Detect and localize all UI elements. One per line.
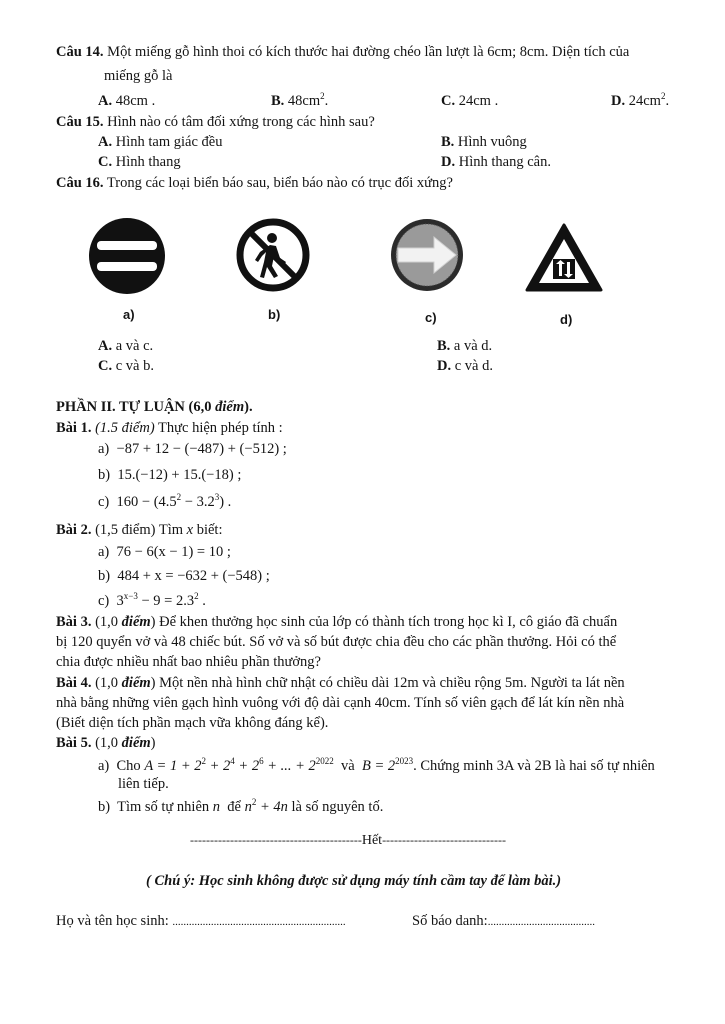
- sign-b-no-pedestrian-icon: [236, 218, 310, 292]
- q14-option-a: A. 48cm .: [98, 93, 156, 109]
- q16-label: Câu 16.: [56, 175, 104, 191]
- q15-option-a: A. Hình tam giác đều: [98, 134, 223, 150]
- q15-option-d: D. Hình thang cân.: [441, 154, 551, 170]
- bai2-item-b: b) 484 + x = −632 + (−548) ;: [98, 568, 270, 584]
- part2-title: PHẦN II. TỰ LUẬN (6,0 điểm).: [56, 399, 253, 415]
- q15-option-c: C. Hình thang: [98, 154, 181, 170]
- bai1-item-b: b) 15.(−12) + 15.(−18) ;: [98, 467, 242, 483]
- q14-option-c: C. 24cm .: [441, 93, 499, 109]
- bai2-item-a: a) 76 − 6(x − 1) = 10 ;: [98, 544, 231, 560]
- q14-line: [56, 42, 629, 62]
- caption-a: a): [123, 307, 135, 322]
- q16-text: Trong các loại biển báo sau, biển báo nào có trục đối xứng?: [106, 175, 453, 191]
- bai5-item-a-line2: liên tiếp.: [118, 776, 169, 792]
- bai5-item-b: b) Tìm số tự nhiên n để $n^2 + 4n$ là số nguyên tố.: [98, 797, 384, 815]
- q14-label: Câu 14.: [56, 44, 104, 60]
- q16-option-c: C. c và b.: [98, 358, 154, 374]
- bai3-line1: Bài 3. (1,0 điểm) Để khen thưởng học sinh của lớp có thành tích trong học kì I, cô giáo đã chuẩn: [56, 614, 618, 630]
- caption-c: c): [425, 310, 437, 325]
- q14-option-d: D. $24cm^2$.: [611, 91, 670, 109]
- q14-option-b: B. $48cm^2$.: [271, 91, 329, 109]
- sign-d-two-way-traffic-icon: [524, 222, 604, 294]
- q15-line: [56, 112, 375, 132]
- bai2-item-c: c) $3^{x-3} - 9 = 2.3^2$ .: [98, 591, 206, 609]
- bai3-line3: chia được nhiều nhất bao nhiêu phần thưởng?: [56, 654, 321, 670]
- bai3-line2: bị 120 quyển vở và 48 chiếc bút. Số vở và số bút được chia đều cho các phần thưởng. Hỏi có thể: [56, 634, 617, 650]
- q16-option-b: B. a và d.: [437, 338, 493, 354]
- q16-line: [56, 173, 453, 193]
- sign-c-right-arrow-icon: [390, 218, 464, 292]
- q15-option-b: B. Hình vuông: [441, 134, 527, 150]
- q16-option-d: D. c và d.: [437, 358, 493, 374]
- bai5-item-a: a) Cho $A = 1 + 2^2 + 2^4 + 2^6$ + ... + $2^{2022}$ và $B = 2^{2023}$. Chứng minh 3A và 2B là hai số tự nhiên: [98, 756, 655, 774]
- q16-option-a: A. a và c.: [98, 338, 154, 354]
- sign-a-no-entry-icon: [88, 217, 166, 295]
- bai1-line: Bài 1. (1.5 điểm) Thực hiện phép tính :: [56, 420, 283, 436]
- student-id-field: Số báo danh:.......................................: [412, 913, 595, 929]
- bai2-line: Bài 2. (1,5 điểm) Tìm x biết:: [56, 522, 223, 538]
- bai1-item-a: a) −87 + 12 − (−487) + (−512) ;: [98, 441, 287, 457]
- bai4-line1: Bài 4. (1,0 điểm) Một nền nhà hình chữ nhật có chiều dài 12m và chiều rộng 5m. Người ta lát nền: [56, 675, 625, 691]
- q14-line2: miếng gỗ là: [104, 68, 173, 84]
- bai1-item-c: c) $160 - (4.5^2 - 3.2^3)$ .: [98, 492, 232, 510]
- bai5-line: Bài 5. (1,0 điểm): [56, 735, 156, 751]
- q15-text: Hình nào có tâm đối xứng trong các hình sau?: [107, 114, 375, 130]
- end-marker: -------------------------------------------Hết-------------------------------: [190, 833, 506, 848]
- student-name-field: Họ và tên học sinh: ...............................................................: [56, 913, 346, 929]
- caption-b: b): [268, 307, 281, 322]
- q15-label: Câu 15.: [56, 114, 104, 130]
- caption-d: d): [560, 312, 573, 327]
- bai4-line2: nhà bằng những viên gạch hình vuông với độ dài cạnh 40cm. Tính số viên gạch để lát kín nền nhà: [56, 695, 625, 711]
- footer-note: ( Chú ý: Học sinh không được sử dụng máy tính cầm tay để làm bài.): [146, 873, 562, 889]
- bai4-line3: (Biết diện tích phần mạch vữa không đáng kể).: [56, 715, 329, 731]
- q14-text: Một miếng gỗ hình thoi có kích thước hai đường chéo lần lượt là 6cm; 8cm. Diện tích của: [107, 44, 630, 60]
